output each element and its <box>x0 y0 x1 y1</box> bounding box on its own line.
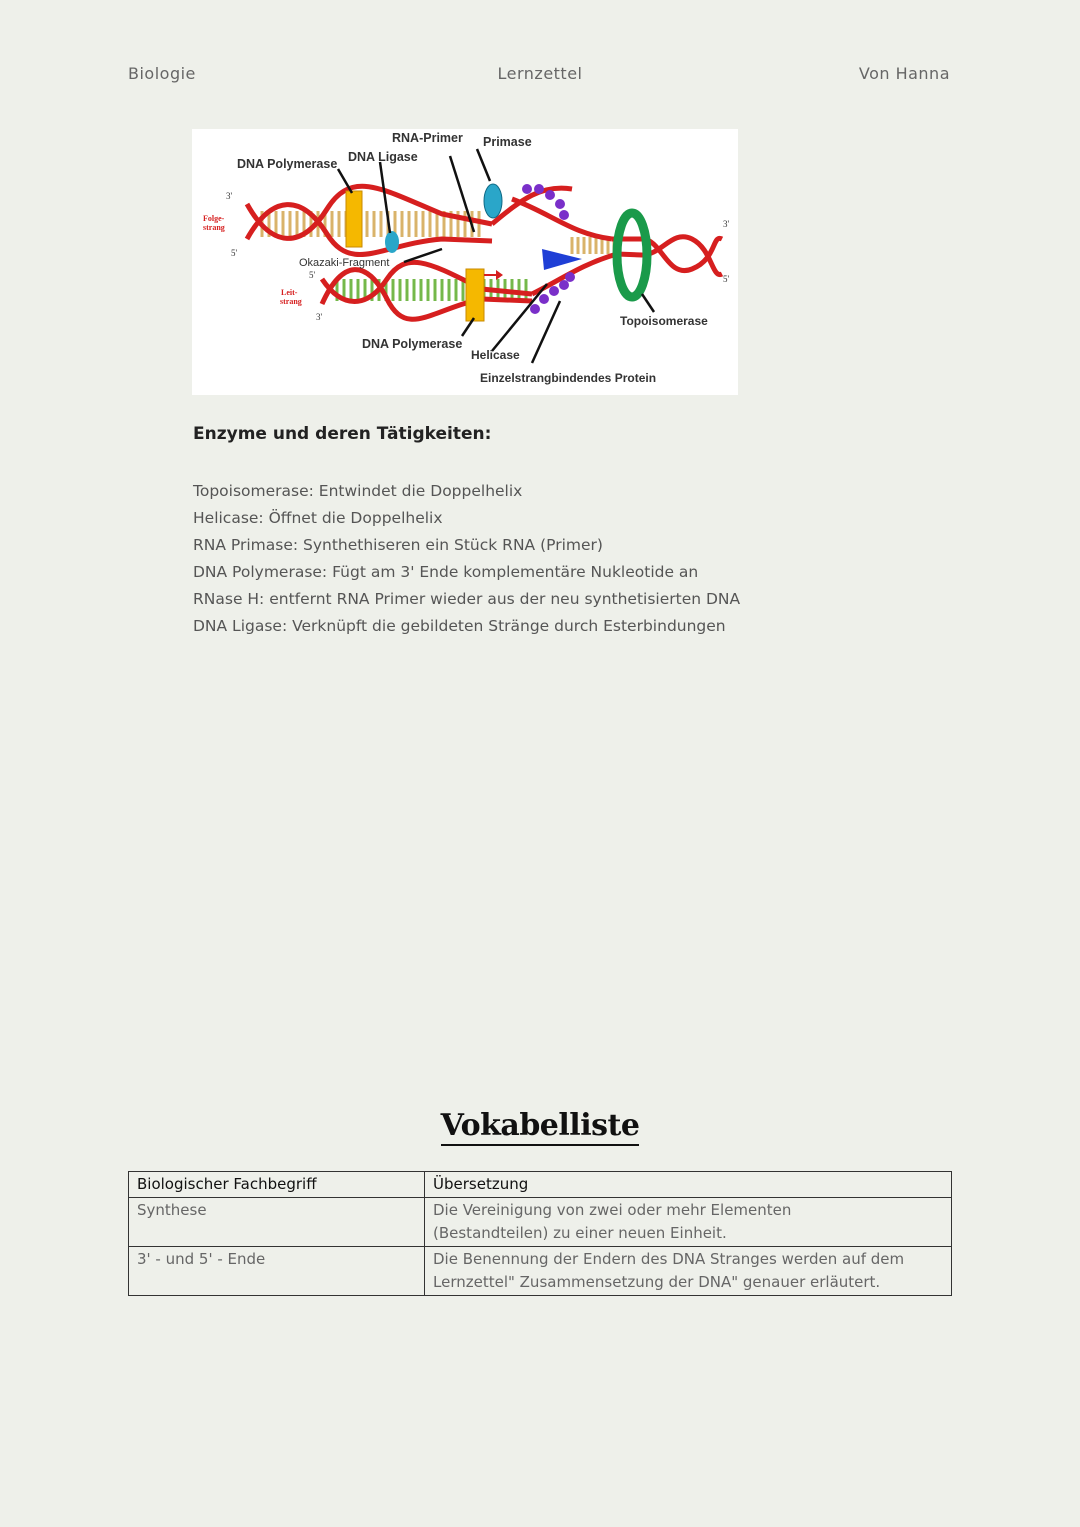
table-row <box>129 1247 952 1296</box>
ssb-protein-dot <box>530 304 540 314</box>
vocab-term: 3' - und 5' - Ende <box>129 1247 425 1296</box>
label-5-prime-lagging: 5' <box>231 248 238 258</box>
polymerase-direction-arrow <box>484 270 503 280</box>
vocab-header-translation: Übersetzung <box>425 1172 952 1198</box>
label-okazaki-fragment: Okazaki-Fragment <box>299 257 390 269</box>
label-5-prime-leading: 5' <box>309 270 316 280</box>
vocab-translation-line: Die Benennung der Endern des DNA Stranges werden auf dem <box>433 1250 905 1268</box>
vocab-title <box>0 1108 1080 1143</box>
ssb-protein-dot <box>545 190 555 200</box>
label-dna-ligase: DNA Ligase <box>348 150 418 164</box>
vocab-translation-line: (Bestandteilen) zu einer neuen Einheit. <box>433 1224 727 1242</box>
ssb-protein-dot <box>559 210 569 220</box>
label-5-prime-parent: 5' <box>723 274 730 284</box>
label-folgestrang-2: strang <box>203 223 225 232</box>
label-dna-polymerase-bottom: DNA Polymerase <box>362 337 463 351</box>
label-folgestrang-1: Folge- <box>203 214 225 223</box>
vocab-translation <box>425 1198 952 1247</box>
enzymes-heading: Enzyme und deren Tätigkeiten: <box>193 424 492 444</box>
table-row <box>129 1198 952 1247</box>
vocab-translation <box>425 1247 952 1296</box>
dna-ligase-shape <box>385 231 399 253</box>
ssb-protein-dot <box>555 199 565 209</box>
ssb-protein-dot <box>539 294 549 304</box>
dna-replication-figure <box>192 129 738 395</box>
enzyme-item-topoisomerase: Topoisomerase: Entwindet die Doppelhelix <box>193 482 523 500</box>
label-dna-polymerase-top: DNA Polymerase <box>237 157 338 171</box>
vocab-translation-line: Lernzettel" Zusammensetzung der DNA" genauer erläutert. <box>433 1273 881 1291</box>
ssb-protein-dot <box>522 184 532 194</box>
vocab-table <box>128 1171 952 1296</box>
header-title: Lernzettel <box>497 64 583 83</box>
header-subject: Biologie <box>128 64 196 83</box>
label-rna-primer: RNA-Primer <box>392 131 463 145</box>
label-topoisomerase: Topoisomerase <box>620 314 708 328</box>
primase-shape <box>484 184 502 218</box>
dna-polymerase-lagging <box>346 191 362 247</box>
vocab-header-row <box>129 1172 952 1198</box>
label-3-prime-lagging: 3' <box>226 191 233 201</box>
ssb-protein-dot <box>559 280 569 290</box>
vocab-translation-line: Die Vereinigung von zwei oder mehr Elementen <box>433 1201 792 1219</box>
label-leitstrang-2: strang <box>280 297 302 306</box>
label-leitstrang-1: Leit- <box>281 288 298 297</box>
ssb-protein-dot <box>565 272 575 282</box>
enzyme-item-dna-ligase: DNA Ligase: Verknüpft die gebildeten Stränge durch Esterbindungen <box>193 617 726 635</box>
ssb-protein-dot <box>534 184 544 194</box>
label-single-strand-binding-protein: Einzelstrangbindendes Protein <box>480 371 657 385</box>
label-helicase: Helicase <box>471 348 520 362</box>
enzymes-list <box>193 478 740 640</box>
helicase-shape <box>542 249 582 270</box>
header-author: Von Hanna <box>858 64 950 83</box>
vocab-title-text: Vokabelliste <box>441 1108 640 1146</box>
enzyme-item-rna-primase: RNA Primase: Synthethiseren ein Stück RNA (Primer) <box>193 536 603 554</box>
dna-polymerase-leading <box>466 269 484 321</box>
ssb-protein-dot <box>549 286 559 296</box>
label-3-prime-leading: 3' <box>316 312 323 322</box>
dna-replication-diagram <box>192 129 738 395</box>
label-primase: Primase <box>483 135 532 149</box>
label-3-prime-parent: 3' <box>723 219 730 229</box>
vocab-header-term: Biologischer Fachbegriff <box>129 1172 425 1198</box>
vocab-term: Synthese <box>129 1198 425 1247</box>
parent-helix-b <box>617 237 722 275</box>
enzyme-item-dna-polymerase: DNA Polymerase: Fügt am 3' Ende komplementäre Nukleotide an <box>193 563 699 581</box>
enzyme-item-rnase-h: RNase H: entfernt RNA Primer wieder aus der neu synthetisierten DNA <box>193 590 741 608</box>
enzyme-item-helicase: Helicase: Öffnet die Doppelhelix <box>193 509 443 527</box>
